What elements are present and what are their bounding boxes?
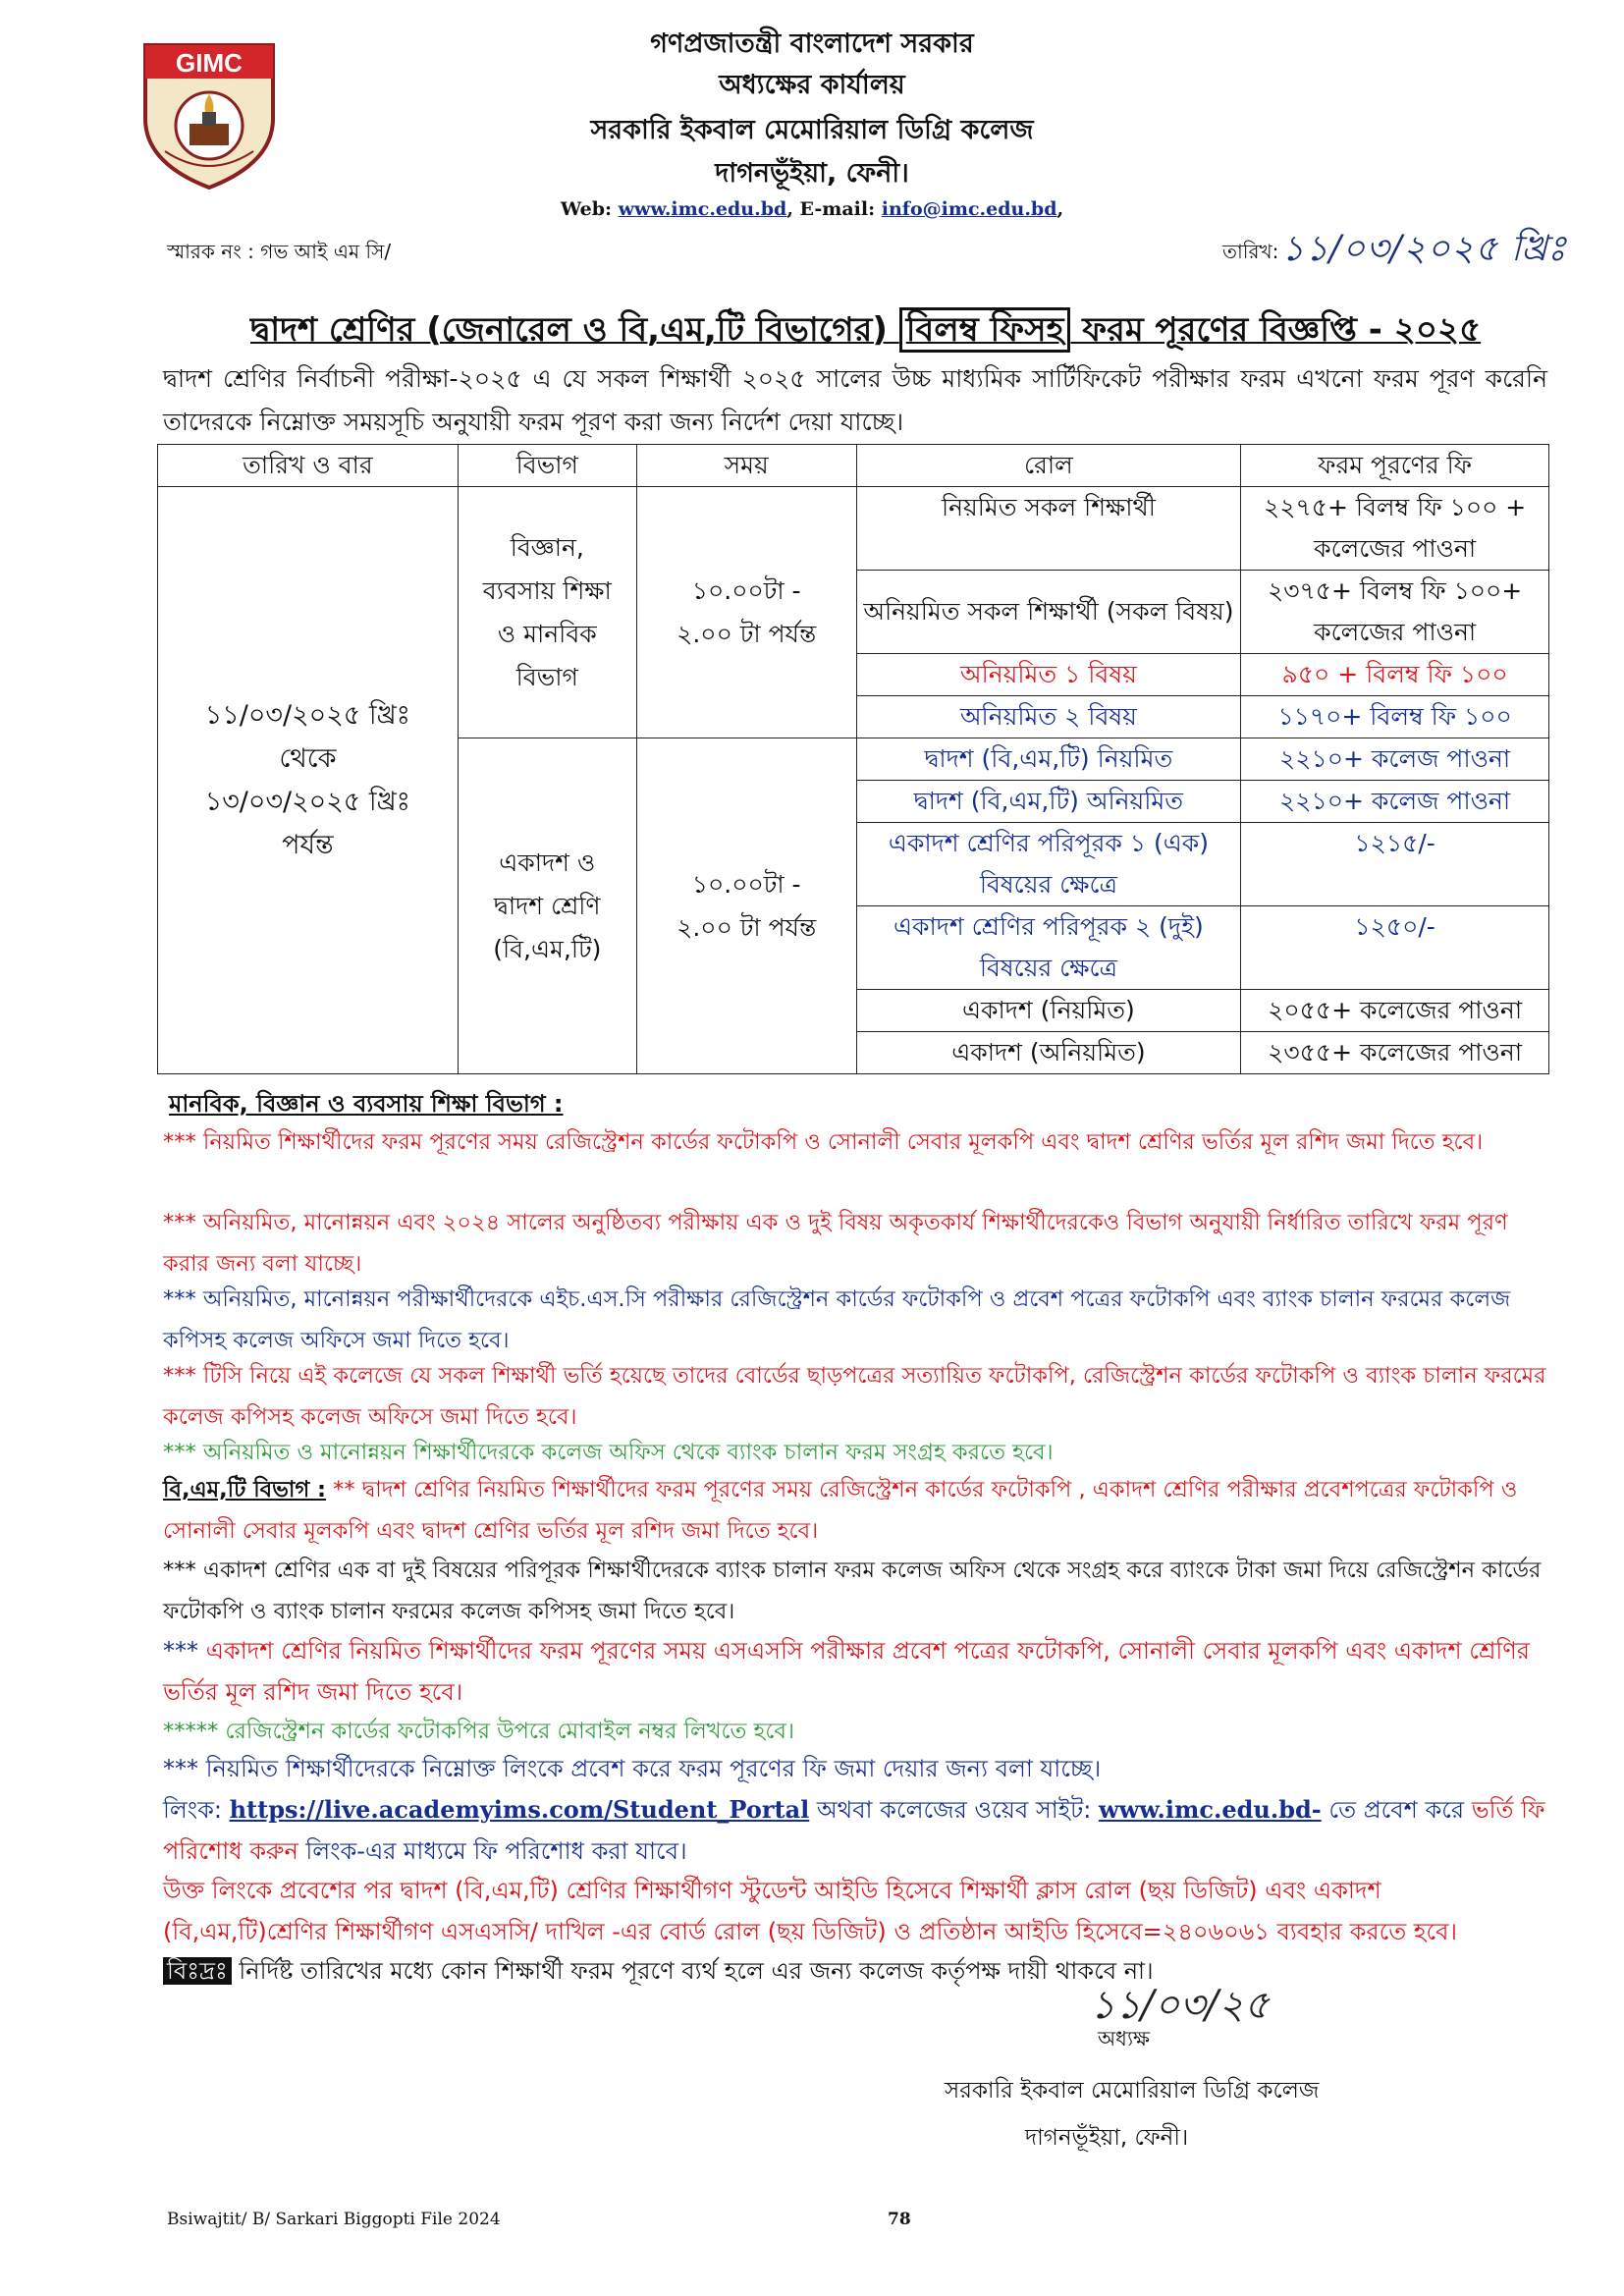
table-row — [158, 487, 1549, 571]
fee-cell: ২৩৫৫+ কলেজের পাওনা — [1241, 1032, 1549, 1074]
col-header-dept: বিভাগ — [458, 445, 636, 487]
note-payment-link: *** নিয়মিত শিক্ষার্থীদেরকে নিম্নোক্ত লিংকে প্রবেশ করে ফরম পূরণের ফি জমা দেয়ার জন্য বলা যাচ্ছে। — [163, 1755, 1102, 1782]
email-link[interactable]: info@imc.edu.bd — [881, 198, 1057, 220]
note-tc-students: *** টিসি নিয়ে এই কলেজে যে সকল শিক্ষার্থী ভর্তি হয়েছে তাদের বোর্ডের ছাড়পত্রের সত্যায়িত ফটোকপি, রেজিস্ট্রেশন কার্ডের ফটোকপি ও ব্যাংক চালান ফরমের কলেজ কপিসহ কলেজ অফিসে জমা দিতে হবে। — [163, 1363, 1546, 1430]
signatory-institution: সরকারি ইকবাল মেমোরিয়াল ডিগ্রি কলেজ — [945, 2078, 1320, 2104]
notice-title: দ্বাদশ শ্রেণির (জেনারেল ও বি,এম,টি বিভাগের) বিলম্ব ফিসহ ফরম পূরণের বিজ্ঞপ্তি - ২০২৫ — [250, 304, 1481, 360]
fee-cell: ১১৭০+ বিলম্ব ফি ১০০ — [1241, 696, 1549, 738]
note-mobile-number: ***** রেজিস্ট্রেশন কার্ডের ফটোকপির উপরে মোবাইল নম্বর লিখতে হবে। — [163, 1719, 794, 1744]
dept-cell-bmt: একাদশ ও দ্বাদশ শ্রেণি (বি,এম,টি) — [458, 738, 636, 1074]
contact-line: Web: www.imc.edu.bd, E-mail: info@imc.edu.bd, — [560, 198, 1064, 220]
signature-handwritten: ১১/০৩/২৫ — [1090, 1983, 1270, 2028]
bmt-dept-heading: বি,এম,টি বিভাগ : — [163, 1477, 327, 1503]
roll-cell: একাদশ (নিয়মিত) — [856, 990, 1241, 1032]
note-disclaimer: বিঃদ্রঃ নির্দিষ্ট তারিখের মধ্যে কোন শিক্ষার্থী ফরম পূরণে ব্যর্থ হলে এর জন্য কলেজ কর্তৃপক্ষ দায়ী থাকবে না। — [163, 1950, 1547, 1992]
memo-number: স্মারক নং : গভ আই এম সি/ — [167, 240, 392, 263]
note-student-id: উক্ত লিংকে প্রবেশের পর দ্বাদশ (বি,এম,টি) শ্রেণির শিক্ষার্থীগণ স্টুডেন্ট আইডি হিসেবে শিক্ষার্থী ক্লাস রোল (ছয় ডিজিট) এবং একাদশ (বি,এম,টি)শ্রেণির শিক্ষার্থীগণ এসএসসি/ দাখিল -এর বোর্ড রোল (ছয় ডিজিট) ও প্রতিষ্ঠান আইডি হিসেবে=২৪০৬০৬১ ব্যবহার করতে হবে। — [163, 1877, 1458, 1945]
roll-cell: দ্বাদশ (বি,এম,টি) অনিয়মিত — [856, 781, 1241, 823]
govt-name: গণপ্রজাতন্ত্রী বাংলাদেশ সরকার — [650, 28, 974, 59]
roll-cell: অনিয়মিত ২ বিষয় — [856, 696, 1241, 738]
schedule-table — [157, 444, 1549, 1074]
fee-cell: ২২৭৫+ বিলম্ব ফি ১০০ + কলেজের পাওনা — [1241, 487, 1549, 571]
table-header-row — [158, 445, 1549, 487]
pay-fee-link-text: ভর্তি ফি পরিশোধ করুন — [163, 1796, 1545, 1865]
payment-link-line: লিংক: https://live.academyims.com/Student_Portal অথবা কলেজের ওয়েব সাইট: www.imc.edu.bd- তে প্রবেশ করে ভর্তি ফি পরিশোধ করুন লিংক-এর মাধ্যমে ফি পরিশোধ করা যাবে। — [163, 1795, 1545, 1865]
fee-cell: ১২৫০/- — [1241, 906, 1549, 990]
fee-cell: ২৩৭৫+ বিলম্ব ফি ১০০+ কলেজের পাওনা — [1241, 571, 1549, 654]
handwritten-date: ১১/০৩/২০২৫ খ্রিঃ — [1281, 229, 1568, 269]
office-name: অধ্যক্ষের কার্যালয় — [719, 70, 905, 100]
col-header-date: তারিখ ও বার — [158, 445, 459, 487]
intro-paragraph: দ্বাদশ শ্রেণির নির্বাচনী পরীক্ষা-২০২৫ এ যে সকল শিক্ষার্থী ২০২৫ সালের উচ্চ মাধ্যমিক সার্টিফিকেট পরীক্ষার ফরম এখনো ফরম পূরণ করেনি তাদেরকে নিম্নোক্ত সময়সূচি অনুযায়ী ফরম পূরণ করা জন্য নির্দেশ দেয়া যাচ্ছে। — [163, 364, 1547, 436]
date-label: তারিখ: — [1222, 240, 1279, 263]
website-link[interactable]: www.imc.edu.bd — [618, 198, 787, 220]
fee-cell: ১২১৫/- — [1241, 823, 1549, 906]
college-site-link[interactable]: www.imc.edu.bd- — [1098, 1795, 1322, 1824]
college-name: সরকারি ইকবাল মেমোরিয়াল ডিগ্রি কলেজ — [590, 115, 1034, 145]
time-cell-general: ১০.০০টা - ২.০০ টা পর্যন্ত — [636, 487, 856, 738]
col-header-time: সময় — [636, 445, 856, 487]
note-bank-challan: *** অনিয়মিত ও মানোন্নয়ন শিক্ষার্থীদেরকে কলেজ অফিস থেকে ব্যাংক চালান ফরম সংগ্রহ করতে হবে। — [163, 1440, 1054, 1465]
roll-cell: নিয়মিত সকল শিক্ষার্থী — [856, 487, 1241, 571]
roll-cell: একাদশ শ্রেণির পরিপূরক ২ (দুই) বিষয়ের ক্ষেত্রে — [856, 906, 1241, 990]
fee-cell: ২০৫৫+ কলেজের পাওনা — [1241, 990, 1549, 1032]
dept-cell-general: বিজ্ঞান, ব্যবসায় শিক্ষা ও মানবিক বিভাগ — [458, 487, 636, 738]
college-location: দাগনভূঁইয়া, ফেনী। — [715, 158, 909, 189]
note-improvement-students: *** অনিয়মিত, মানোন্নয়ন পরীক্ষার্থীদেরকে এইচ.এস.সি পরীক্ষার রেজিস্ট্রেশন কার্ডের ফটোকপি ও প্রবেশ পত্রের ফটোকপি এবং ব্যাংক চালান ফরমের কলেজ কপিসহ কলেজ অফিসে জমা দিতে হবে। — [163, 1286, 1511, 1353]
roll-cell: অনিয়মিত সকল শিক্ষার্থী (সকল বিষয়) — [856, 571, 1241, 654]
general-dept-heading: মানবিক, বিজ্ঞান ও ব্যবসায় শিক্ষা বিভাগ : — [169, 1090, 564, 1118]
note-irregular-students: *** অনিয়মিত, মানোন্নয়ন এবং ২০২৪ সালের অনুষ্ঠিতব্য পরীক্ষায় এক ও দুই বিষয় অকৃতকার্য শিক্ষার্থীদেরকেও বিভাগ অনুযায়ী নির্ধারিত তারিখে ফরম পূরণ করার জন্য বলা যাচ্ছে। — [163, 1210, 1508, 1277]
logo-text: GIMC — [176, 48, 243, 78]
footer-file-label: Bsiwajtit/ B/ Sarkari Biggopti File 2024 — [167, 2210, 501, 2229]
student-portal-link[interactable]: https://live.academyims.com/Student_Portal — [229, 1795, 810, 1824]
roll-cell: দ্বাদশ (বি,এম,টি) নিয়মিত — [856, 738, 1241, 781]
note-class11-regular: *** একাদশ শ্রেণির নিয়মিত শিক্ষার্থীদের ফরম পূরণের সময় এসএসসি পরীক্ষার প্রবেশ পত্রের ফটোকপি, সোনালী সেবার মূলকপি এবং একাদশ শ্রেণির ভর্তির মূল রশিদ জমা দিতে হবে। — [163, 1637, 1530, 1706]
roll-cell: অনিয়মিত ১ বিষয় — [856, 654, 1241, 696]
note-bmt-supplementary: *** একাদশ শ্রেণির এক বা দুই বিষয়ের পরিপূরক শিক্ষার্থীদেরকে ব্যাংক চালান ফরম কলেজ অফিস থেকে সংগ্রহ করে ব্যাংকে টাকা জমা দিয়ে রেজিস্ট্রেশন কার্ডের ফটোকপি ও ব্যাংক চালান ফরমের কলেজ কপিসহ জমা দিতে হবে। — [163, 1558, 1542, 1624]
fee-cell: ২২১০+ কলেজ পাওনা — [1241, 738, 1549, 781]
note-bmt-regular: বি,এম,টি বিভাগ : ** দ্বাদশ শ্রেণির নিয়মিত শিক্ষার্থীদের ফরম পূরণের সময় রেজিস্ট্রেশন কার্ডের ফটোকপি , একাদশ শ্রেণির পরীক্ষার প্রবেশপত্রের ফটোকপি ও সোনালী সেবার মূলকপি এবং দ্বাদশ শ্রেণির ভর্তির মূল রশিদ জমা দিতে হবে। — [163, 1477, 1518, 1544]
roll-cell: একাদশ শ্রেণির পরিপূরক ১ (এক) বিষয়ের ক্ষেত্রে — [856, 823, 1241, 906]
fee-cell: ৯৫০ + বিলম্ব ফি ১০০ — [1241, 654, 1549, 696]
fee-cell: ২২১০+ কলেজ পাওনা — [1241, 781, 1549, 823]
note-regular-students: *** নিয়মিত শিক্ষার্থীদের ফরম পূরণের সময় রেজিস্ট্রেশন কার্ডের ফটোকপি ও সোনালী সেবার মূলকপি এবং দ্বাদশ শ্রেণির ভর্তির মূল রশিদ জমা দিতে হবে। — [163, 1129, 1484, 1155]
page-number: 78 — [888, 2210, 911, 2229]
roll-cell: একাদশ (অনিয়মিত) — [856, 1032, 1241, 1074]
col-header-roll: রোল — [856, 445, 1241, 487]
col-header-fee: ফরম পূরণের ফি — [1241, 445, 1549, 487]
note-label: বিঃদ্রঃ — [163, 1957, 232, 1985]
signatory-address: দাগনভূঁইয়া, ফেনী। — [1025, 2125, 1189, 2151]
date-range-cell: ১১/০৩/২০২৫ খ্রিঃ থেকে ১৩/০৩/২০২৫ খ্রিঃ পর্যন্ত — [158, 487, 459, 1074]
late-fee-badge: বিলম্ব ফিসহ — [899, 307, 1071, 353]
signatory-title: অধ্যক্ষ — [1098, 2027, 1151, 2050]
time-cell-bmt: ১০.০০টা - ২.০০ টা পর্যন্ত — [636, 738, 856, 1074]
